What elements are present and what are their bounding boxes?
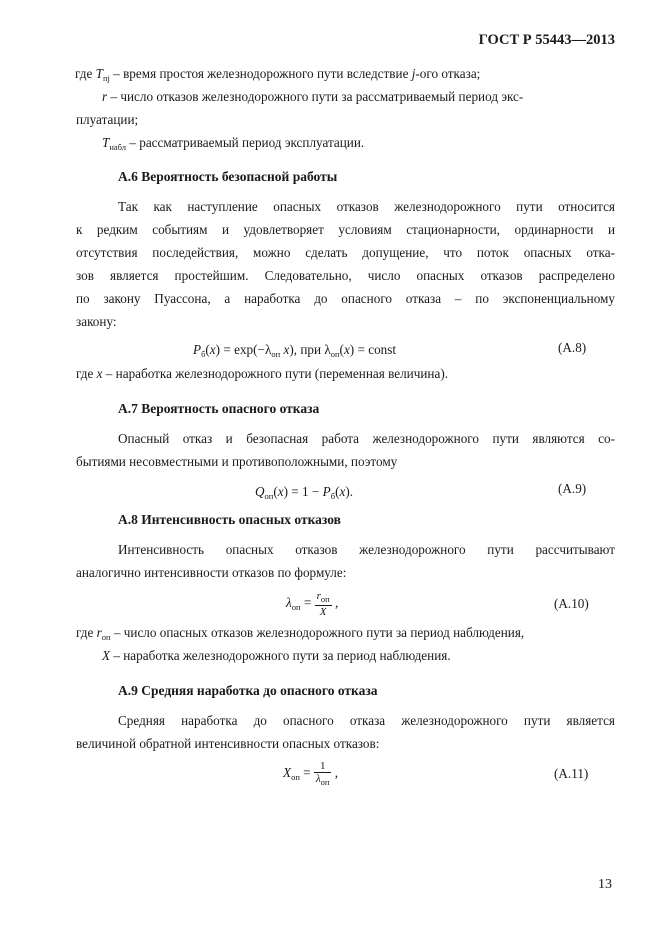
where-line-tpr: где $T_{пj}$ – время простоя железнодорожного пути вследствие j-ого отказа; [75,66,481,83]
paragraph-line: аналогично интенсивности отказов по формуле: [76,565,347,580]
equation-number: (А.8) [558,340,587,355]
paragraph-line: зов является простейшим. Следовательно, число опасных отказов распределено [76,268,615,283]
section-heading-a7: А.7 Вероятность опасного отказа [118,401,320,416]
paragraph-line: Средняя наработка до опасного отказа железнодорожного пути является [118,713,615,728]
where-line-r: r – число отказов железнодорожного пути за рассматриваемый период экс- [102,89,524,104]
equation-a8: $P_б(x) = \exp(-\lambda_{оп}$ x), при $\lambda_{оп}(x)$ = const [193,342,397,359]
where-line-x: где x – наработка железнодорожного пути (переменная величина). [76,366,449,381]
section-heading-a8: А.8 Интенсивность опасных отказов [118,512,341,527]
where-line-X: X – наработка железнодорожного пути за период наблюдения. [102,648,451,663]
document-header: ГОСТ Р 55443—2013 [478,32,615,48]
paragraph-line: Интенсивность опасных отказов железнодорожного пути рассчитывают [118,542,615,557]
section-heading-a6: А.6 Вероятность безопасной работы [118,169,338,184]
equation-number: (А.10) [554,596,589,611]
paragraph-line: бытиями несовместными и противоположными, поэтому [76,454,398,469]
paragraph-line: Опасный отказ и безопасная работа железнодорожного пути являются со- [118,431,615,446]
where-line-tnabl: $T_{набл}$ – рассматриваемый период эксплуатации. [102,135,365,152]
paragraph-line: величиной обратной интенсивности опасных отказов: [76,736,380,751]
paragraph-line: по закону Пуассона, а наработка до опасного отказа – по экспоненциальному [76,291,615,306]
section-heading-a9: А.9 Средняя наработка до опасного отказа [118,683,378,698]
paragraph-line: к редким событиям и удовлетворяет условиям стационарности, ординарности и [76,222,615,237]
paragraph-line: отсутствия последействия, можно сделать допущение, что поток опасных отка- [76,245,615,260]
paragraph-line: Так как наступление опасных отказов железнодорожного пути относится [118,199,615,214]
page-number: 13 [598,877,612,892]
equation-number: (А.9) [558,481,587,496]
where-line-rop: где $r_{оп}$ – число опасных отказов железнодорожного пути за период наблюдения, [76,625,525,642]
equation-a9: $Q_{оп}(x) = 1 - P_б(x)$. [255,484,354,501]
equation-number: (А.11) [554,766,589,781]
paragraph-line: закону: [76,314,117,329]
where-line-r-cont: плуатации; [76,112,139,127]
equation-a10: $\lambda_{оп}$ = $\frac{r_{оп}}{X}$ , [286,590,339,618]
equation-a11: $X_{оп}$ = $\frac{1}{\lambda_{оп}}$ , [283,760,339,787]
